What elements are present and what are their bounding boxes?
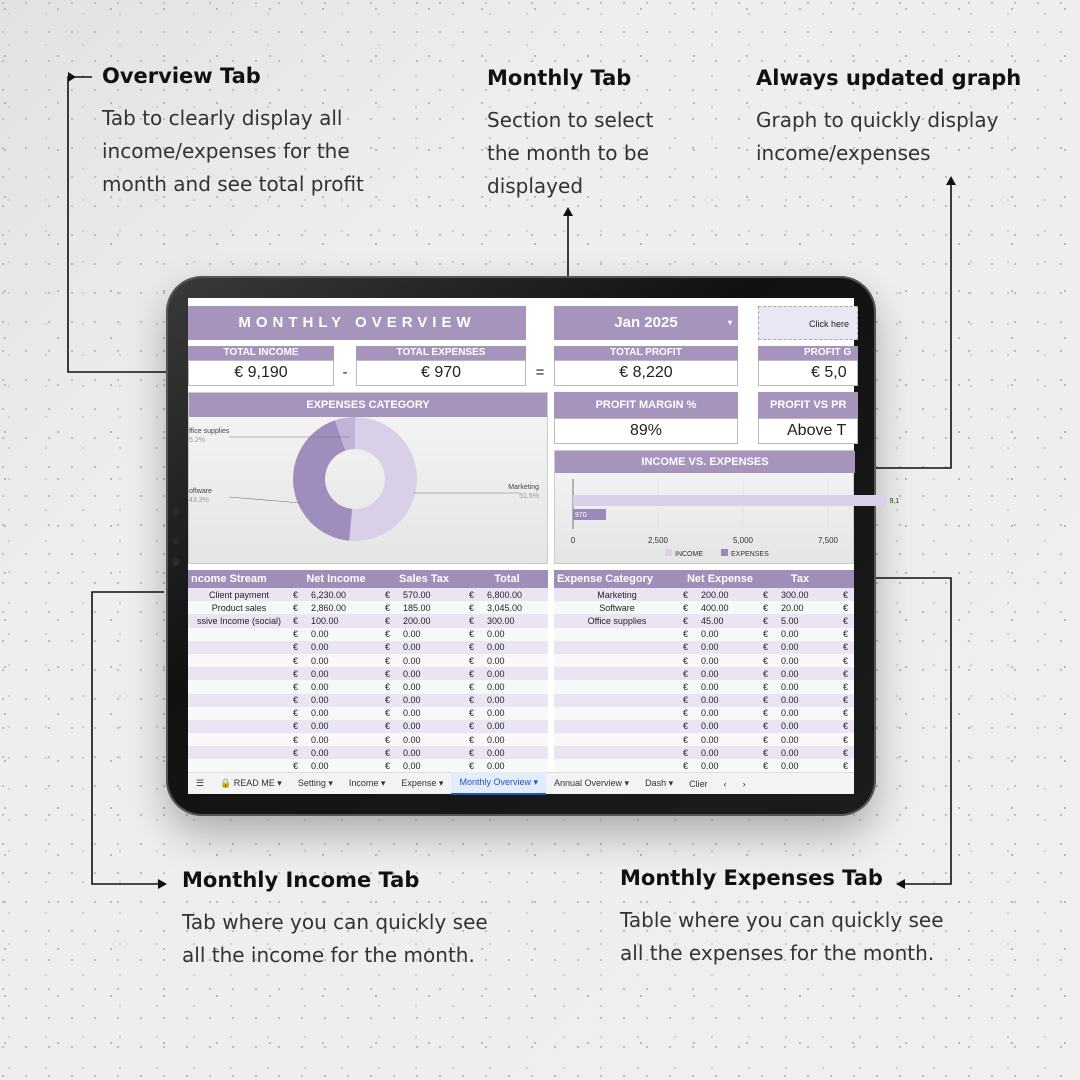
x-tick-label: 5,000 <box>732 536 754 545</box>
legend-swatch <box>665 549 672 556</box>
table-cell: € 0.00 <box>293 747 329 758</box>
camera-dot <box>173 538 179 544</box>
table-cell: € <box>843 589 849 600</box>
table-cell: Office supplies <box>587 615 647 626</box>
click-here-label: Click here <box>809 319 850 329</box>
table-cell: € 0.00 <box>683 655 719 666</box>
expenses-category-label: EXPENSES CATEGORY <box>189 393 547 417</box>
expenses-donut-chart <box>189 417 547 563</box>
profit-goal-label: PROFIT G <box>758 346 858 360</box>
income-vs-expenses-panel <box>554 450 900 564</box>
total-expenses-label: TOTAL EXPENSES <box>356 346 526 360</box>
table-cell: € 0.00 <box>293 708 329 719</box>
table-cell: € 0.00 <box>385 668 421 679</box>
minus-sign: - <box>342 364 348 381</box>
table-cell: € 570.00 <box>385 589 431 600</box>
overview-annotation <box>102 64 364 201</box>
click-here-cell[interactable] <box>758 306 858 340</box>
profit-vs-value: Above T <box>758 418 858 444</box>
table-cell: € 0.00 <box>683 681 719 692</box>
donut-slice <box>349 417 417 541</box>
expenses-tab-annotation <box>620 866 944 970</box>
table-cell: € 0.00 <box>385 629 421 640</box>
table-row[interactable] <box>554 588 854 601</box>
table-cell: € 0.00 <box>683 734 719 745</box>
table-cell: € 45.00 <box>683 615 724 626</box>
table-cell: € 6,230.00 <box>293 589 347 600</box>
table-cell: € 0.00 <box>763 708 799 719</box>
table-cell: € <box>843 747 849 758</box>
table-cell: € 0.00 <box>469 681 505 692</box>
table-cell: € 0.00 <box>763 747 799 758</box>
table-row[interactable] <box>188 654 548 667</box>
graph-annotation-text: Graph to quickly display income/expenses <box>756 108 999 165</box>
column-header[interactable]: Net Expense <box>686 573 754 585</box>
overview-annotation-text: Tab to clearly display all income/expenses for the month and see total profit <box>102 106 364 196</box>
table-row[interactable] <box>554 733 854 746</box>
table-row[interactable] <box>554 601 854 614</box>
table-cell: € 0.00 <box>385 655 421 666</box>
table-cell: € 0.00 <box>469 655 505 666</box>
table-cell: € 0.00 <box>385 708 421 719</box>
table-cell: € 0.00 <box>293 734 329 745</box>
bar-income <box>573 495 885 506</box>
side-button <box>172 508 180 516</box>
table-cell: € 0.00 <box>683 721 719 732</box>
table-cell: € 2,860.00 <box>293 602 347 613</box>
table-cell: € <box>843 642 849 653</box>
table-cell: € 0.00 <box>469 629 505 640</box>
profit-goal-value: € 5,0 <box>758 360 858 386</box>
total-income-label: TOTAL INCOME <box>188 346 334 360</box>
sheet-tab[interactable]: Dash ▾ <box>645 778 674 788</box>
table-cell: € <box>843 668 849 679</box>
table-cell: € 0.00 <box>763 668 799 679</box>
table-row[interactable] <box>554 720 854 733</box>
donut-pct: 43.3% <box>189 497 209 504</box>
donut-label: Marketing <box>508 484 539 491</box>
donut-pct: 5.2% <box>189 437 205 444</box>
table-cell: € 0.00 <box>293 695 329 706</box>
table-cell: € <box>843 708 849 719</box>
table-cell: € 0.00 <box>469 761 505 772</box>
graph-annotation <box>756 66 1021 170</box>
table-cell: € 0.00 <box>763 681 799 692</box>
expenses-category-panel <box>188 392 548 564</box>
table-cell: € 185.00 <box>385 602 431 613</box>
sheet-tab-bar <box>188 772 854 794</box>
table-cell: € <box>843 761 849 772</box>
table-cell: € 0.00 <box>683 642 719 653</box>
sheet-tab[interactable]: Annual Overview ▾ <box>554 778 630 788</box>
income-vs-expenses-label: INCOME VS. EXPENSES <box>555 451 855 473</box>
table-row[interactable] <box>188 667 548 680</box>
expenses-tab-annotation-text: Table where you can quickly see all the expenses for the month. <box>620 908 944 965</box>
sheet-tab[interactable]: Income ▾ <box>348 778 386 788</box>
table-row[interactable] <box>554 628 854 641</box>
income-vs-expenses-chart <box>555 473 900 563</box>
sheet-tab[interactable]: 🔒 READ ME ▾ <box>220 778 282 788</box>
donut-label: ffice supplies <box>189 428 230 435</box>
table-row[interactable] <box>554 667 854 680</box>
table-cell: € 0.00 <box>293 761 329 772</box>
table-cell: € <box>843 695 849 706</box>
table-cell: ssive Income (social) <box>196 615 282 626</box>
table-header <box>188 570 548 588</box>
table-cell: € 0.00 <box>469 668 505 679</box>
profit-margin-label: PROFIT MARGIN % <box>554 392 738 418</box>
table-cell: € <box>843 721 849 732</box>
table-row[interactable] <box>188 707 548 720</box>
data-label: 970 <box>575 512 587 519</box>
table-cell: € 0.00 <box>293 721 329 732</box>
tablet-screen <box>188 298 900 794</box>
table-cell: € 0.00 <box>469 642 505 653</box>
table-cell: € 400.00 <box>683 602 729 613</box>
income-tab-annotation-title: Monthly Income Tab <box>182 868 420 892</box>
table-cell: € <box>843 629 849 640</box>
table-cell: € 0.00 <box>385 695 421 706</box>
table-cell: € 0.00 <box>293 668 329 679</box>
table-cell: € <box>843 615 849 626</box>
table-cell: € 0.00 <box>683 629 719 640</box>
table-cell: € 0.00 <box>683 747 719 758</box>
table-cell: Client payment <box>208 589 270 600</box>
tablet-device <box>166 276 900 816</box>
table-row[interactable] <box>188 759 548 772</box>
table-cell: € 300.00 <box>469 615 515 626</box>
table-row[interactable] <box>554 746 854 759</box>
table-cell: € 0.00 <box>763 721 799 732</box>
table-row[interactable] <box>188 628 548 641</box>
expenses-tab-annotation-title: Monthly Expenses Tab <box>620 866 883 890</box>
table-row[interactable] <box>188 588 548 601</box>
column-header[interactable]: Tax <box>790 573 810 585</box>
donut-label: oftware <box>189 488 212 495</box>
table-cell: € 0.00 <box>469 734 505 745</box>
sheet-tab[interactable]: Monthly Overview ▾ <box>451 772 546 795</box>
total-profit-value: € 8,220 <box>554 360 738 386</box>
table-cell: € 0.00 <box>763 734 799 745</box>
table-cell: € 0.00 <box>469 695 505 706</box>
table-row[interactable] <box>188 746 548 759</box>
month-value: Jan 2025 <box>614 314 678 331</box>
column-header[interactable]: Sales Tax <box>399 573 449 585</box>
table-cell: € 0.00 <box>385 734 421 745</box>
table-cell: € 0.00 <box>683 695 719 706</box>
table-cell: € 0.00 <box>763 655 799 666</box>
table-cell: € 6,800.00 <box>469 589 523 600</box>
column-header[interactable]: Net Income <box>306 573 366 585</box>
expense-table <box>554 570 854 773</box>
table-row[interactable] <box>554 641 854 654</box>
total-profit-label: TOTAL PROFIT <box>554 346 738 360</box>
table-cell: Product sales <box>211 602 267 613</box>
column-header[interactable]: Total <box>494 573 520 585</box>
profit-vs-label: PROFIT VS PR <box>758 392 858 418</box>
income-table <box>188 570 548 773</box>
table-row[interactable] <box>188 641 548 654</box>
sheet-title: MONTHLY OVERVIEW <box>188 306 526 340</box>
spreadsheet <box>188 298 900 772</box>
sheet-tab[interactable]: Clier <box>689 778 708 789</box>
month-select[interactable] <box>554 306 738 340</box>
table-cell: € 0.00 <box>293 681 329 692</box>
table-cell: € 0.00 <box>683 761 719 772</box>
x-tick-label: 7,500 <box>817 536 839 545</box>
sheet-tab[interactable]: Expense ▾ <box>401 778 444 788</box>
overview-annotation-title: Overview Tab <box>102 64 261 88</box>
table-header <box>554 570 854 588</box>
table-cell: € 0.00 <box>385 681 421 692</box>
monthly-annotation-text: Section to select the month to be displayed <box>487 108 654 198</box>
table-cell: € 0.00 <box>385 761 421 772</box>
side-button <box>172 558 180 566</box>
equals-sign: = <box>535 364 545 381</box>
menu-icon[interactable]: ☰ <box>196 778 205 788</box>
legend-label: INCOME <box>675 551 703 558</box>
profit-margin-value: 89% <box>554 418 738 444</box>
income-tab-annotation-text: Tab where you can quickly see all the income for the month. <box>182 910 488 967</box>
table-row[interactable] <box>188 614 548 627</box>
table-cell: € 3,045.00 <box>469 602 523 613</box>
total-income-value: € 9,190 <box>188 360 334 386</box>
dropdown-arrow-icon: ▾ <box>727 318 732 327</box>
table-cell: € 0.00 <box>469 721 505 732</box>
table-row[interactable] <box>188 720 548 733</box>
table-row[interactable] <box>188 601 548 614</box>
table-row[interactable] <box>188 694 548 707</box>
table-cell: € 200.00 <box>385 615 431 626</box>
income-tab-annotation <box>182 868 488 972</box>
table-row[interactable] <box>554 694 854 707</box>
data-label: 9,1 <box>889 498 900 505</box>
table-cell: Marketing <box>597 589 637 600</box>
donut-leader-line <box>229 497 301 503</box>
table-cell: € 0.00 <box>683 668 719 679</box>
table-cell: € 0.00 <box>683 708 719 719</box>
table-row[interactable] <box>554 614 854 627</box>
table-cell: € 100.00 <box>293 615 339 626</box>
table-cell: € 0.00 <box>385 747 421 758</box>
table-cell: € 0.00 <box>293 655 329 666</box>
donut-pct: 51.5% <box>519 493 539 500</box>
table-cell: € 0.00 <box>763 695 799 706</box>
table-cell: € 200.00 <box>683 589 729 600</box>
graph-annotation-title: Always updated graph <box>756 66 1022 90</box>
table-row[interactable] <box>554 759 854 772</box>
table-cell: € 0.00 <box>293 629 329 640</box>
table-cell: € 0.00 <box>469 747 505 758</box>
table-cell: € 0.00 <box>763 642 799 653</box>
table-row[interactable] <box>188 680 548 693</box>
table-cell: € 20.00 <box>763 602 804 613</box>
table-cell: € <box>843 602 849 613</box>
x-tick-label: 0 <box>570 536 576 545</box>
total-expenses-value: € 970 <box>356 360 526 386</box>
table-cell: € 0.00 <box>763 761 799 772</box>
x-tick-label: 2,500 <box>647 536 669 545</box>
table-cell: € 300.00 <box>763 589 809 600</box>
table-cell: € <box>843 734 849 745</box>
table-row[interactable] <box>554 680 854 693</box>
table-cell: € 5.00 <box>763 615 799 626</box>
scroll-right-icon[interactable]: › <box>742 778 746 789</box>
table-cell: € <box>843 655 849 666</box>
table-row[interactable] <box>188 733 548 746</box>
monthly-annotation <box>487 66 654 203</box>
table-cell: Software <box>599 602 635 613</box>
monthly-annotation-title: Monthly Tab <box>487 66 632 90</box>
sheet-tab[interactable]: Setting ▾ <box>297 778 333 788</box>
column-header[interactable]: Expense Category <box>557 573 653 585</box>
table-cell: € 0.00 <box>763 629 799 640</box>
table-cell: € 0.00 <box>385 721 421 732</box>
table-row[interactable] <box>554 654 854 667</box>
table-cell: € <box>843 681 849 692</box>
column-header[interactable]: ncome Stream <box>191 573 267 585</box>
legend-swatch <box>721 549 728 556</box>
scroll-left-icon[interactable]: ‹ <box>723 778 727 789</box>
table-row[interactable] <box>554 707 854 720</box>
table-cell: € 0.00 <box>469 708 505 719</box>
table-cell: € 0.00 <box>385 642 421 653</box>
legend-label: EXPENSES <box>731 551 769 558</box>
table-cell: € 0.00 <box>293 642 329 653</box>
